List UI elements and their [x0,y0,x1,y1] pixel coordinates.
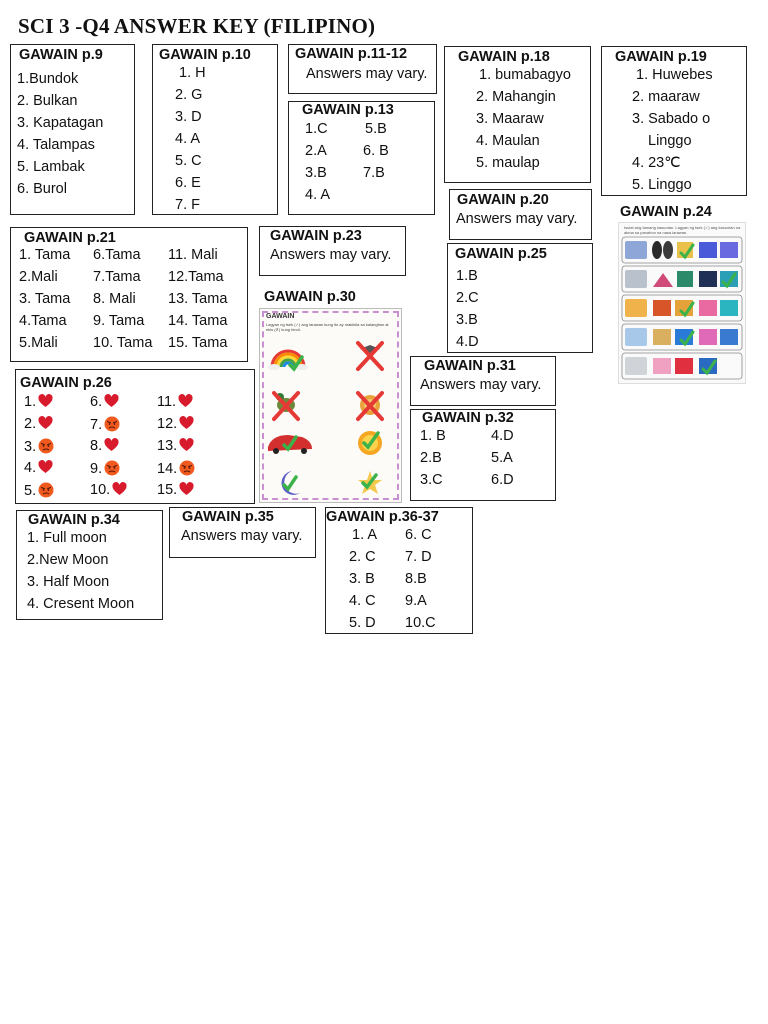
answer: 5. Lambak [17,159,85,175]
card-p23 [259,226,406,276]
card-p9 [10,44,135,215]
answer-number: 2. [24,416,37,432]
answer: 6. C [405,527,432,543]
answer: 3. Maaraw [476,111,544,127]
answer: 2.C [456,290,479,306]
answer: 2. Bulkan [17,93,78,109]
answer: 4.Tama [19,313,67,329]
answer-number: 5. [24,483,37,499]
answer [90,394,119,410]
card-p35 [169,507,316,558]
answer: Answers may vary. [420,377,542,393]
answer: 9. Tama [93,313,145,329]
angry-face-icon [104,416,120,432]
answer: 5.Mali [19,335,58,351]
answer: 3.C [420,472,443,488]
card-p19 [601,46,747,196]
answer-number: 12. [157,416,178,432]
card-header: GAWAIN p.23 [270,228,362,244]
answer-number: 3. [24,439,37,455]
card-header: GAWAIN p.26 [20,375,112,391]
answer: 3. Tama [19,291,71,307]
card-header-p24: GAWAIN p.24 [620,204,712,220]
answer [90,482,127,498]
answer: 2. Mahangin [476,89,556,105]
heart-icon [104,438,119,452]
answer: 10. Tama [93,335,153,351]
answer: 4. C [349,593,376,609]
answer-number: 14. [157,461,178,477]
answer-number: 13. [157,438,178,454]
card-p20 [449,189,592,240]
card-p34 [16,510,163,620]
answer: Answers may vary. [456,211,578,227]
card-header: GAWAIN p.11-12 [295,46,408,62]
answer-number: 10. [90,482,111,498]
answer-number: 15. [157,482,178,498]
answer: 1. A [352,527,377,543]
answer-number: 6. [90,394,103,410]
angry-face-icon [179,460,195,476]
answer [24,482,54,499]
card-header-p30: GAWAIN p.30 [264,289,356,305]
heart-icon [112,482,127,496]
answer: 7. F [175,197,200,213]
answer: 1.B [456,268,478,284]
answer: 15. Tama [168,335,228,351]
answer: 3.B [305,165,327,181]
answer: 2.B [420,450,442,466]
clothing-grid-image [619,235,745,383]
answer: 3. Kapatagan [17,115,104,131]
answer: 8. Mali [93,291,136,307]
answer: Linggo [648,133,692,149]
answer [157,394,193,410]
answer: 4. Talampas [17,137,95,153]
card-header: GAWAIN p.35 [182,509,274,525]
answer [157,438,194,454]
answer: 5.A [491,450,513,466]
answer: 6. E [175,175,201,191]
answer: 6. Burol [17,181,67,197]
card-header: GAWAIN p.25 [455,246,547,262]
heart-icon [104,394,119,408]
card-header: GAWAIN p.10 [159,47,251,63]
card-p21 [10,227,248,362]
answer: 6. B [363,143,389,159]
card-header: GAWAIN p.31 [424,358,516,374]
answer: 11. Mali [168,247,218,263]
answer: 4. A [175,131,200,147]
answer: 9.A [405,593,427,609]
card-p25 [447,243,593,353]
answer-number: 8. [90,438,103,454]
answer [157,482,194,498]
card-p18 [444,46,591,183]
answer-number: 9. [90,461,103,477]
answer: 7. D [405,549,432,565]
heart-icon [178,394,193,408]
answer: 1. bumabagyo [479,67,571,83]
answer-number: 7. [90,417,103,433]
answer: 2.Mali [19,269,58,285]
heart-icon [179,482,194,496]
answer [24,460,53,476]
card-header: GAWAIN p.34 [28,512,120,528]
worksheet-instructions: Isulat ang tamang kasuotan. Lagyan ng tsek (✓) ang kasuotan na akma sa panahon na nasa larawan. [624,225,741,235]
card-p36-37 [325,507,473,634]
card-header: GAWAIN p.32 [422,410,514,426]
heart-icon [179,438,194,452]
answer: 1.C [305,121,328,137]
answer: 6.D [491,472,514,488]
answer: 6.Tama [93,247,141,263]
answer: 2. G [175,87,203,103]
card-header: GAWAIN p.13 [302,102,394,118]
angry-face-icon [38,482,54,498]
answer: 7.Tama [93,269,141,285]
answer: 5. maulap [476,155,540,171]
card-header: GAWAIN p.9 [19,47,103,63]
answer-number: 4. [24,460,37,476]
card-p11-12 [288,44,437,94]
card-p26 [15,369,255,504]
answer [90,460,120,477]
answer [157,416,194,432]
answer: 2. C [349,549,376,565]
answer: 2.A [305,143,327,159]
answer-number: 11. [157,394,177,410]
worksheet-p24 [618,222,746,384]
card-p32 [410,409,556,501]
answer: 8.B [405,571,427,587]
answer [24,416,53,432]
answer: 7.B [363,165,385,181]
answer: 1.Bundok [17,71,79,87]
answer-number: 1. [24,394,37,410]
answer: 10.C [405,615,436,631]
worksheet-p30 [259,308,402,503]
answer: 2. maaraw [632,89,700,105]
answer: 3. B [349,571,375,587]
answer: 5.B [365,121,387,137]
answer: 3. D [175,109,202,125]
answer: 4.D [491,428,514,444]
card-header: GAWAIN p.20 [457,192,549,208]
answer: 2.New Moon [27,552,109,568]
answer: 5. D [349,615,376,631]
page-title: SCI 3 -Q4 ANSWER KEY (FILIPINO) [18,14,376,38]
answer [24,438,54,455]
answer: 3. Half Moon [27,574,110,590]
answer: 4. A [305,187,330,203]
answer [90,416,120,433]
sky-objects-image [262,335,401,500]
answer: 4. Maulan [476,133,540,149]
card-header: GAWAIN p.21 [24,230,116,246]
answer [90,438,119,454]
card-p31 [410,356,556,406]
answer: 1. H [179,65,206,81]
answer [24,394,53,410]
answer: 4. 23℃ [632,155,681,171]
answer: 1. B [420,428,446,444]
answer: 13. Tama [168,291,228,307]
angry-face-icon [104,460,120,476]
answer: 5. C [175,153,202,169]
answer: 1. Tama [19,247,71,263]
heart-icon [38,460,53,474]
answer [157,460,195,477]
card-p13 [288,101,435,215]
answer: Answers may vary. [181,528,303,544]
card-p10 [152,44,278,215]
answer: 1. Huwebes [636,67,713,83]
answer: 1. Full moon [27,530,107,546]
answer: 12.Tama [168,269,224,285]
angry-face-icon [38,438,54,454]
answer: Answers may vary. [306,66,428,82]
answer: 4.D [456,334,479,350]
answer: Answers may vary. [270,247,392,263]
heart-icon [179,416,194,430]
worksheet-instructions: Lagyan ng tsek (✓) ang larawan kung ito ay makikita sa kalangitan at ekis (✗) kung hindi. [266,322,389,332]
answer: 4. Cresent Moon [27,596,135,612]
answer: 3.B [456,312,478,328]
answer: 14. Tama [168,313,228,329]
heart-icon [38,416,53,430]
card-header: GAWAIN p.18 [458,49,550,65]
heart-icon [38,394,53,408]
answer: 5. Linggo [632,177,692,193]
answer: 3. Sabado o [632,111,711,127]
card-header: GAWAIN p.19 [615,49,707,65]
card-header: GAWAIN p.36-37 [326,509,439,525]
worksheet-title: GAWAIN [266,313,295,320]
